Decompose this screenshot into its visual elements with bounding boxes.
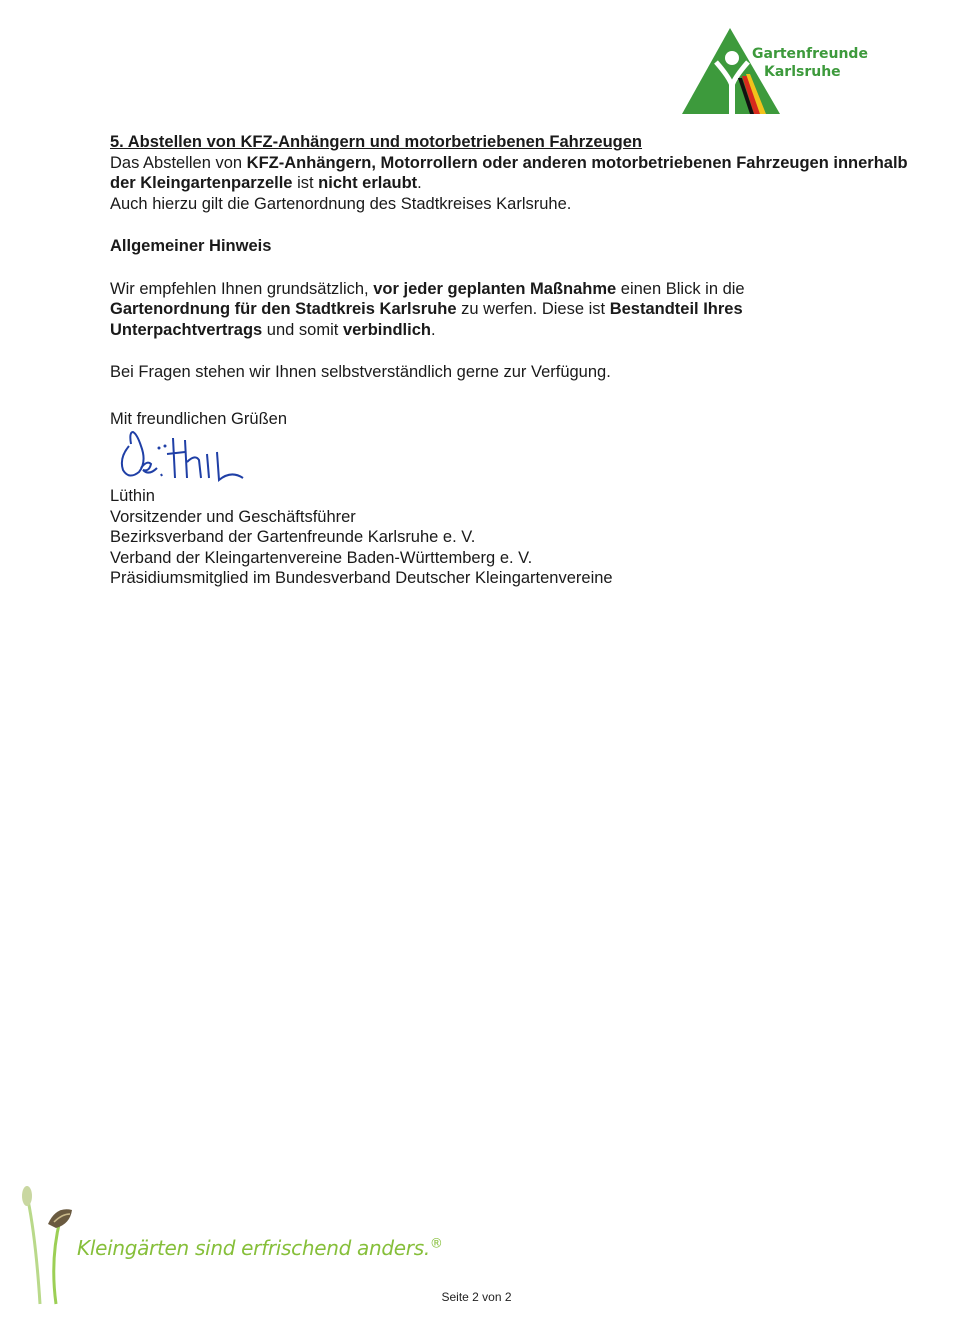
section5-note: Auch hierzu gilt die Gartenordnung des Stadtkreises Karlsruhe. <box>110 194 572 213</box>
section5-paragraph <box>110 153 910 194</box>
general-text-1: Wir empfehlen Ihnen grundsätzlich, <box>110 279 374 298</box>
section5-text-1: Das Abstellen von <box>110 153 247 172</box>
page-number: Seite 2 von 2 <box>441 1290 512 1304</box>
signatory-role-1: Vorsitzender und Geschäftsführer <box>110 507 356 526</box>
general-text-3: zu werfen. Diese ist <box>456 300 610 318</box>
footer-slogan-text: Kleingärten sind erfrischend anders. <box>77 1236 430 1260</box>
signatory-role-3: Verband der Kleingartenvereine Baden-Württemberg e. V. <box>110 548 533 567</box>
general-heading-text: Allgemeiner Hinweis <box>110 237 272 255</box>
general-bold-3: Bestandteil Ihres Unterpachtvertrags <box>110 300 743 339</box>
general-text-4: und somit <box>262 320 343 339</box>
greeting: Mit freundlichen Grüßen <box>110 410 287 428</box>
general-heading <box>110 236 910 257</box>
gartenfreunde-logo <box>680 26 880 118</box>
general-bold-1: vor jeder geplanten Maßnahme <box>373 279 617 298</box>
questions-text: Bei Fragen stehen wir Ihnen selbstverständlich gerne zur Verfügung. <box>110 363 611 381</box>
section5-heading: 5. Abstellen von KFZ-Anhängern und motorbetriebenen Fahrzeugen <box>110 133 643 151</box>
signatory-role-4: Präsidiumsmitglied im Bundesverband Deutscher Kleingartenvereine <box>110 569 613 587</box>
signatory-role-2: Bezirksverband der Gartenfreunde Karlsruhe e. V. <box>110 528 476 546</box>
section5-bold-vehicles: KFZ-Anhängern, Motorrollern oder anderen motorbetriebenen Fahrzeugen innerhalb der Kleingartenparzelle <box>110 153 908 192</box>
section5-text-3: . <box>417 174 422 192</box>
general-paragraph <box>110 279 830 341</box>
general-text-5: . <box>430 320 436 339</box>
registered-mark: ® <box>429 1236 443 1252</box>
general-bold-4: verbindlich <box>342 320 431 339</box>
letter-body <box>110 132 910 383</box>
general-text-2: einen Blick in die <box>616 279 745 298</box>
logo-text-line1: Gartenfreunde <box>752 46 868 62</box>
footer-slogan <box>77 1236 443 1260</box>
signature-block <box>110 486 613 589</box>
section5-bold-not-allowed: nicht erlaubt <box>318 174 418 192</box>
section5-text-2: ist <box>292 174 319 192</box>
signature-image <box>115 424 255 490</box>
general-bold-2: Gartenordnung für den Stadtkreis Karlsruhe <box>110 300 457 318</box>
logo-text-line2: Karlsruhe <box>764 64 841 80</box>
signatory-name: Lüthin <box>110 487 155 505</box>
